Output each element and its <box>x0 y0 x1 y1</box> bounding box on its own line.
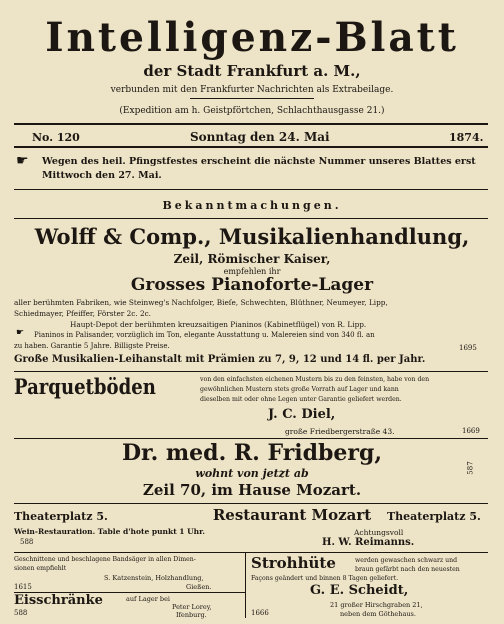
parquet-code: 1669 <box>462 427 480 435</box>
stroh-signature: G. E. Scheidt, <box>310 583 409 598</box>
parquet-headline: Parquetböden <box>14 374 156 399</box>
pointing-hand-icon: ☛ <box>16 153 29 169</box>
katzenstein-line-2: sionen empfiehlt <box>14 565 67 572</box>
top-rule <box>14 123 488 125</box>
doctor-address: Zeil 70, im Hause Mozart. <box>142 481 362 499</box>
mozart-respect: Achtungsvoll <box>354 528 404 537</box>
doctor-code: 587 <box>466 461 475 475</box>
wolff-code: 1695 <box>459 344 477 352</box>
masthead-subtitle: der Stadt Frankfurt a. M., <box>143 62 361 80</box>
parquet-signature: J. C. Diel, <box>268 407 336 422</box>
eis-stock: auf Lager bei <box>126 595 170 603</box>
wolff-pianinos-2: zu haben. Garantie 5 Jahre. Billigste Preise. <box>14 342 170 350</box>
wolff-makers-1: aller berühmten Fabriken, wie Steinweg's Nachfolger, Bieſe, Schwechten, Blüthner, Neumeyer, Lipp, <box>14 298 388 307</box>
wolff-pianinos-1: Pianinos in Palisander, vorzüglich im Ton, elegante Ausstattung u. Malereien sind von 340 fl. an <box>34 331 375 339</box>
lower-rule <box>14 552 488 553</box>
wolff-piano-lager: Grosses Pianoforte-Lager <box>130 275 374 295</box>
stroh-headline: Strohhüte <box>251 554 336 572</box>
doctor-name: Dr. med. R. Fridberg, <box>121 440 383 466</box>
parquet-rule <box>14 371 488 372</box>
masthead-expedition: (Expedition am h. Geistpförtchen, Schlachthausgasse 21.) <box>119 106 385 116</box>
katzenstein-code: 1615 <box>14 583 32 591</box>
notice-line-1: Wegen des heil. Pfingstfestes erscheint die nächste Nummer unseres Blattes erst <box>42 156 476 167</box>
stroh-text-3: Façons geändert und binnen 8 Tagen geliefert. <box>251 575 399 582</box>
masthead-supplement: verbunden mit den Frankfurter Nachrichten als Extrabeilage. <box>110 85 394 95</box>
eis-city: Ifenburg. <box>176 611 207 619</box>
pointing-hand-icon: ☛ <box>16 328 25 338</box>
section-title: Bekanntmachungen. <box>162 199 342 212</box>
doctor-residence: wohnt von jetzt ab <box>195 467 309 480</box>
issue-number: No. 120 <box>32 131 80 144</box>
mozart-address-left: Theaterplatz 5. <box>14 510 108 523</box>
parquet-text-3: dieselben mit oder ohne Legen unter Garantie geliefert werden. <box>200 396 402 403</box>
parquet-address: große Friedbergerstraße 43. <box>285 427 395 436</box>
mozart-code: 588 <box>20 538 34 546</box>
mozart-address-right: Theaterplatz 5. <box>387 510 481 523</box>
section-rule <box>14 218 488 219</box>
dateline-rule <box>14 146 488 148</box>
wolff-makers-2: Schiedmayer, Pfeiffer, Förster 2c. 2c. <box>14 309 151 318</box>
wolff-recommend: empfehlen ihr <box>223 267 281 276</box>
katzenstein-line-1: Geschnittene und beschlagene Bandsäger in allen Dimen- <box>14 556 196 563</box>
wolff-leihanstalt: Große Musikalien-Leihanstalt mit Prämien zu 7, 9, 12 und 14 fl. per Jahr. <box>14 354 426 365</box>
katzenstein-city: Gießen. <box>186 583 212 591</box>
mozart-proprietor: H. W. Reimanns. <box>322 537 415 548</box>
parquet-text-1: von den einfachsten eichenen Mustern bis zu den feinsten, habe von den <box>200 376 430 383</box>
katzenstein-firm: S. Katzenstein, Holzhandlung, <box>104 574 204 582</box>
parquet-text-2: gewöhnlichen Mustern stets große Vorrath auf Lager und kann <box>200 386 399 393</box>
masthead-title: Intelligenz-Blatt <box>45 14 459 61</box>
wolff-depot: Haupt-Depot der berühmten kreuzsaitigen Pianinos (Kabinetflügel) von R. Lipp. <box>70 320 367 329</box>
column-divider <box>245 552 246 618</box>
stroh-text-2: braun gefärbt nach den neuesten <box>355 566 460 573</box>
wolff-headline: Wolff & Comp., Musikalienhandlung, <box>34 224 470 249</box>
notice-rule <box>14 189 488 190</box>
stroh-code: 1666 <box>251 609 269 617</box>
notice-line-2: Mittwoch den 27. Mai. <box>42 170 162 181</box>
mozart-subtitle: Wein-Restauration. Table d'hote punkt 1 Uhr. <box>14 527 205 536</box>
eis-headline: Eisschränke <box>14 593 103 608</box>
stroh-address: 21 großer Hirschgraben 21, <box>330 601 423 609</box>
stroh-text-1: werden gewaschen schwarz und <box>355 557 458 564</box>
mozart-rule <box>14 503 488 504</box>
issue-date: Sonntag den 24. Mai <box>190 130 330 144</box>
issue-year: 1874. <box>449 131 484 144</box>
doctor-rule <box>14 438 488 439</box>
stroh-near: neben dem Göthehaus. <box>340 610 416 618</box>
wolff-address: Zeil, Römischer Kaiser, <box>173 252 331 266</box>
eis-code: 588 <box>14 609 28 617</box>
eis-name: Peter Lorey, <box>172 603 212 611</box>
masthead-ornament <box>190 98 314 99</box>
mozart-name: Restaurant Mozart <box>212 506 372 524</box>
